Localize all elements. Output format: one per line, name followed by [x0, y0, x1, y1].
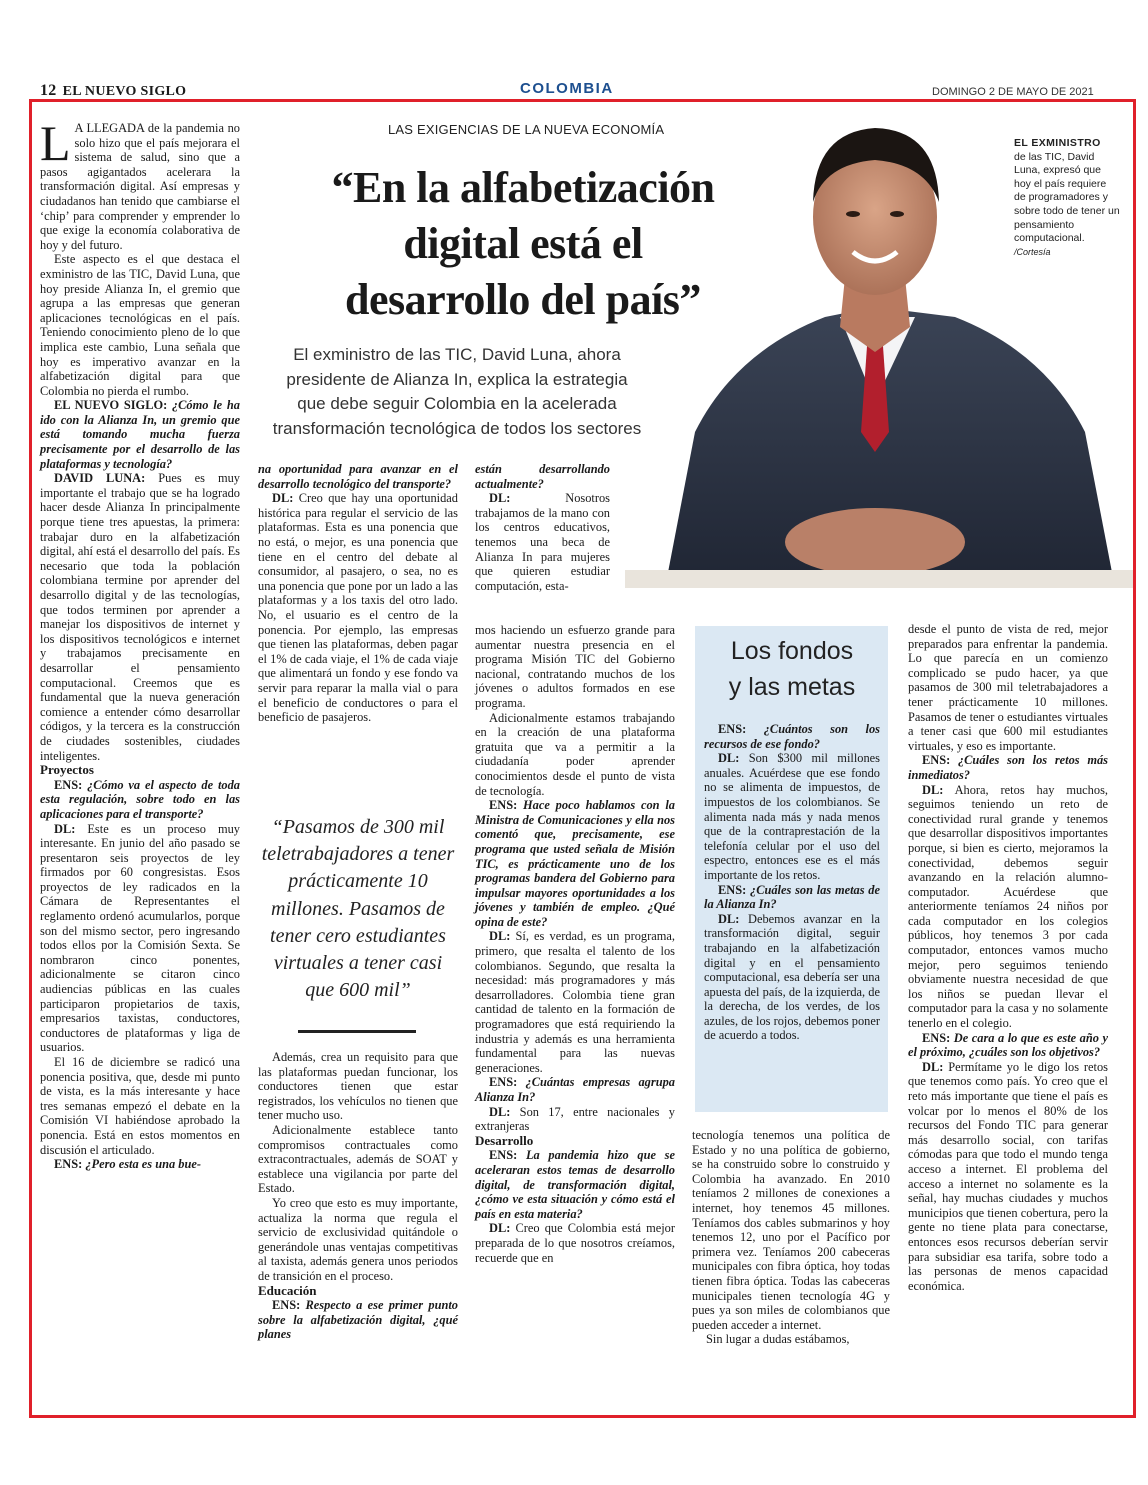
question-text: Respecto a ese primer punto sobre la alfabetización digital, ¿qué planes	[258, 1298, 458, 1342]
speaker-label: EL NUEVO SIGLO:	[54, 398, 168, 413]
deck-line: El exministro de las TIC, David Luna, ahora	[293, 345, 621, 364]
column-5	[908, 622, 1108, 1293]
pull-quote-rule	[298, 1030, 416, 1033]
column-2-bottom	[258, 1050, 458, 1342]
speaker-label: DL:	[489, 1104, 511, 1119]
question	[475, 1148, 675, 1221]
question	[258, 1298, 458, 1342]
answer-text: Son 17, entre nacionales y extranjeras	[475, 1104, 675, 1134]
question	[704, 722, 880, 751]
speaker-label: ENS:	[718, 882, 747, 897]
photo-credit: /Cortesía	[1014, 246, 1051, 257]
paragraph-continued: tecnología tenemos una política de Estado y no una política de gobierno, se ha construido sobre lo construido y Colombia ha avanzado. En 2010 teníamos 2 millones de conexiones a internet, hoy tenemos 45 millones. Teníamos dos cables submarinos y hoy tenemos 12, uno por el Pacífico por primera vez. Teníamos 200 cabeceras municipales con fibra óptica, hoy todas tienen fibra óptica. Todas las cabeceras municipales tienen tecnología 4G y pues ya son miles de colombianos que pueden acceder a internet.	[692, 1128, 890, 1332]
question	[908, 1031, 1108, 1060]
column-2-top	[258, 462, 458, 725]
answer-continued: mos haciendo un esfuerzo grande para aumentar nuestra presencia en el programa Misión TIC del Gobierno nacional, contratando muchos de los jóvenes o adultos formados en ese programa.	[475, 623, 675, 710]
paragraph: Además, crea un requisito para que las plataformas puedan funcionar, los conductores tienen que estar registrados, los vehículos no tienen que tener mucho uso.	[258, 1050, 458, 1123]
speaker-label: DL:	[922, 782, 944, 797]
speaker-label: DL:	[489, 929, 511, 944]
lead-text: A LLEGADA de la pandemia no solo hizo que el país mejorara el sistema de salud, sino que a pasos agigantados acelerara la transformación digital. Así empresas y ciudadanos han tenido que cambiarse el ‘chip’ para comprender y emprender lo que exige la economía colaborativa de hoy y del futuro.	[40, 121, 240, 252]
sidebar-title	[697, 633, 887, 705]
speaker-label: ENS:	[922, 753, 951, 768]
question-text: La pandemia hizo que se aceleraran estos temas de desarrollo digital, de transformación digital, ¿cómo ve esta situación y cómo está el país en esta materia?	[475, 1148, 675, 1221]
speaker-label: ENS:	[272, 1298, 301, 1313]
page-header-left	[40, 82, 186, 100]
question	[704, 883, 880, 912]
speaker-label: ENS:	[718, 722, 747, 736]
drop-cap: L	[40, 115, 71, 171]
question-text: ¿Cómo le ha ido con la Alianza In, un gremio que está tomando mucha fuerza precisamente por el desarrollo de las plataformas y tecnología?	[40, 398, 240, 471]
question	[40, 398, 240, 471]
answer	[40, 471, 240, 763]
question-text: ¿Cuántos son los recursos de ese fondo?	[704, 722, 880, 751]
paragraph: Yo creo que esto es muy importante, actualiza la norma que regula el servicio de exclusividad quitándole o generándole unas ventajas competitivas al taxista, además genera unos periodos de transición en el proceso.	[258, 1195, 458, 1283]
subhead: Proyectos	[40, 762, 94, 778]
question-text: ¿Cuáles son las metas de la Alianza In?	[704, 882, 880, 912]
article-kicker: LAS EXIGENCIAS DE LA NUEVA ECONOMÍA	[388, 122, 665, 137]
headline-line: desarrollo del país”	[345, 275, 701, 324]
deck-line: presidente de Alianza In, explica la estrategia	[286, 369, 628, 389]
speaker-label: DL:	[54, 821, 76, 836]
answer-text: Creo que Colombia está mejor preparada de lo que nosotros creíamos, recuerde que en	[475, 1221, 676, 1265]
speaker-label: DL:	[489, 491, 511, 506]
sidebar-body	[704, 722, 880, 1043]
column-3	[475, 623, 675, 1265]
question-text: ¿Pero esta es una bue-	[85, 1157, 201, 1172]
pull-quote: “Pasamos de 300 mil teletrabajadores a tener prácticamente 10 millones. Pasamos de tener cero estudiantes virtuales a tener casi que 600 mil”	[261, 816, 455, 1002]
answer-text: Ahora, retos hay muchos, seguimos teniendo un reto de conectividad rural grande y tenemos que desarrollar dispositivos importantes porque, si bien es cierto, mejoramos la conectividad, debemos seguir avanzando en la relación alumno-computador. Acuérdese que anteriormente teníamos 24 niños por cada computador en los colegios públicos, hoy tenemos 3 por cada computador, entonces vamos mucho mejor, pero seguimos teniendo obviamente nuestra necesidad de que los niños se puedan llevar el computador para la casa y no solamente tenerlo en el colegio.	[908, 782, 1108, 1031]
answer	[475, 1105, 675, 1134]
speaker-label: ENS:	[54, 777, 83, 792]
deck-line: transformación tecnológica de todos los sectores	[272, 418, 642, 438]
question-text: ¿Cuántas empresas agrupa Alianza In?	[475, 1075, 675, 1104]
paragraph: Adicionalmente estamos trabajando en la creación de una plataforma gratuita que va a permitir a la ciudadanía poder aprender conocimientos desde el punto de vista de tecnología.	[475, 710, 675, 798]
speaker-label: ENS:	[489, 1075, 518, 1090]
speaker-label: DL:	[718, 911, 740, 926]
question-text: De cara a lo que es este año y el próximo, ¿cuáles son los objetivos?	[908, 1030, 1108, 1060]
answer	[40, 822, 240, 1056]
paragraph-continued: desde el punto de vista de red, mejor preparados para enfrentar la pandemia. Lo que parecía en un comienzo complicado se pudo hacer, ya que pasamos de 300 mil teletrabajadores a tener prácticamente 10 millones. Pasamos de tener o estudiantes virtuales a tener casi que 600 mil estudiantes virtuales, y eso es importante.	[908, 622, 1108, 753]
answer	[704, 751, 880, 882]
sidebar-title-line: Los fondos	[730, 637, 854, 665]
column-1	[40, 115, 240, 1172]
publication-name: EL NUEVO SIGLO	[62, 84, 187, 99]
issue-date: DOMINGO 2 DE MAYO DE 2021	[932, 86, 1094, 98]
section-name: COLOMBIA	[520, 80, 614, 97]
answer-text: Sí, es verdad, es un programa, primero, que resalta el talento de los colombianos. Segundo, que resalta la necesidad: más programadores y más desarrolladores. Colombia tiene gran cantidad de talento en la formación de programadores que está requiriendo la industria y además es una herramienta fundamental para las nuevas generaciones.	[475, 929, 675, 1075]
column-4-bottom	[692, 1128, 890, 1347]
answer-text: Debemos avanzar en la transformación digital, seguir trabajando en la alfabetización digital y en el pensamiento computacional, esa debería ser una apuesta del país, de la izquierda, de la derecha, de los verdes, de los azules, de los rojos, debemos poner de acuerdo a todos.	[704, 911, 880, 1043]
question	[475, 798, 675, 929]
question-text: ¿Cuáles son los retos más inmediatos?	[908, 753, 1108, 782]
paragraph: El 16 de diciembre se radicó una ponencia positiva, que, desde mi punto de vista, es la más interesante y hace tres semanas empezó el debate en la Comisión VI habiéndose aprobado la ponencia. Está en estos momentos en discusión el articulado.	[40, 1055, 240, 1157]
article-headline	[268, 160, 778, 328]
question	[40, 778, 240, 822]
answer-text: Este es un proceso muy interesante. En junio del año pasado se presentaron seis proyectos de ley firmados por 60 congresistas. Esos proyectos de ley radicados en la Cámara de Representantes el reglamento ordenó acumularlos, porque son del mismo sector, pero ingresando todos ellos por la Comisión Sexta. Se nombraron cinco ponentes, adicionalmente se citaron cinco audiencias públicas en las cuales participaron propietarios de taxis, empresarios taxistas, conductores, conductores de plataformas y liga de usuarios.	[40, 821, 240, 1055]
photo-caption	[1014, 137, 1120, 259]
answer	[704, 912, 880, 1043]
paragraph: Sin lugar a dudas estábamos,	[706, 1332, 850, 1347]
page-number: 12	[40, 82, 57, 99]
speaker-label: DL:	[718, 751, 740, 766]
question	[908, 753, 1108, 782]
subhead: Educación	[258, 1282, 317, 1298]
question	[40, 1157, 240, 1172]
question-text: ¿Cómo va el aspecto de toda esta regulación, sobre todo en las aplicaciones para el transporte?	[40, 777, 240, 821]
question-continued: na oportunidad para avanzar en el desarrollo tecnológico del transporte?	[258, 462, 458, 491]
answer-text: Creo que hay una oportunidad histórica para regular el servicio de las plataformas. Esta es una ponencia que no está, o mejor, es una ponencia que tiene en el centro del debate al consumidor, al pasajero, o sea, no es una ponencia que pone por un lado a las plataformas y a los taxis del otro lado. No, el usuario es el centro de la ponencia. Por ejemplo, las empresas que tienen las plataformas, deben pagar el 1% de cada viaje, el 1% de cada viaje que alimentará un fondo y ese fondo va servir para reparar la malla vial o para el beneficio de conductores o para el beneficio de pasajeros.	[258, 491, 458, 725]
answer	[475, 491, 610, 593]
article-deck	[252, 343, 662, 441]
answer-text: Permítame yo le digo los retos que tenemos como país. Yo creo que el reto más importante que tiene el país es volcar por lo menos el 80% de los recursos del Fondo TIC para generar más desarrollo social, con tarifas cómodas para que todo el mundo tenga acceso a internet. El problema del acceso a internet no solamente es la señal, hay muchas ciudades y muchos municipios que tienen cobertura, pero la gente no tiene plata para conectarse, entonces esos recursos deberían servir para subsidiar esa tarifa, sobre todo a las personas de menos capacidad económica.	[908, 1059, 1108, 1293]
headline-line: “En la alfabetización	[331, 163, 715, 212]
speaker-label: ENS:	[54, 1157, 83, 1172]
speaker-label: DAVID LUNA:	[54, 471, 146, 486]
answer-text: Son $300 mil millones anuales. Acuérdese que ese fondo no se alimenta de impuestos, de impuestos de los colombianos. Se alimenta nada más y nada menos que de la contraprestación de la telefonía celular por el uso del espectro, entonces ese es el más importante de los retos.	[704, 751, 880, 882]
answer	[475, 929, 675, 1075]
question-continued: están desarrollando actualmente?	[475, 462, 610, 491]
headline-line: digital está el	[403, 219, 643, 268]
deck-line: que debe seguir Colombia en la acelerada	[297, 394, 617, 413]
sidebar-title-line: y las metas	[728, 673, 856, 701]
answer	[908, 1060, 1108, 1294]
answer-text: Nosotros trabajamos de la mano con los centros educativos, tenemos una beca de Alianza In para mujeres que quieren estudiar computación, esta-	[475, 491, 610, 593]
question-text: Hace poco hablamos con la Ministra de Comunicaciones y ella nos comentó que, precisamente, ese programa que usted señala de Misión TIC, es prácticamente uno de los programas bandera del Gobierno para impulsar mayores oportunidades a los jóvenes y también de empleo. ¿Qué opina de este?	[475, 798, 675, 929]
answer	[908, 783, 1108, 1031]
subhead: Desarrollo	[475, 1132, 534, 1148]
speaker-label: ENS:	[489, 798, 518, 813]
paragraph: Este aspecto es el que destaca el exministro de las TIC, David Luna, que hoy preside Alianza In, el gremio que agrupa a las empresas que generan aplicaciones tecnológicas en el país. Teniendo conocimiento pleno de lo que implica este cambio, Luna señala que hoy es imperativo avanzar en la alfabetización digital para que Colombia no pierda el rumbo.	[40, 252, 240, 398]
speaker-label: DL:	[922, 1059, 944, 1074]
answer	[475, 1221, 675, 1265]
question	[475, 1075, 675, 1104]
speaker-label: DL:	[272, 491, 294, 506]
speaker-label: DL:	[489, 1221, 511, 1236]
speaker-label: ENS:	[922, 1030, 951, 1045]
caption-title: EL EXMINISTRO	[1014, 137, 1101, 149]
paragraph: Adicionalmente establece tanto compromisos contractuales como extracontractuales, además de SOAT y establece una vigilancia por parte del Estado.	[258, 1122, 458, 1196]
speaker-label: ENS:	[489, 1148, 518, 1163]
lead-paragraph	[40, 115, 240, 252]
answer	[258, 491, 458, 725]
answer-text: Pues es muy importante el trabajo que se ha logrado hacer desde Alianza In principalmente porque tiene tres apuestas, la primera: trabajar duro en la alfabetización digital, ahí está el desarrollo del país. Es necesario que toda la población colombiana termine por aprender del desarrollo digital y de las tecnologías, que todos terminen por aprender a manejar los dispositivos de internet y los dispositivos tecnológicos e internet y trabajamos precisamente en desarrollar el pensamiento computacional. Creemos que es fundamental que la nueva generación comience a entender cómo desarrollar códigos, y la tercera es la construcción de ciudades sostenibles, ciudades inteligentes.	[40, 471, 240, 763]
caption-body: de las TIC, David Luna, expresó que hoy el país requiere de programadores y sobre todo de tener un pensamiento computacional.	[1014, 150, 1120, 245]
column-3-top	[475, 462, 610, 593]
